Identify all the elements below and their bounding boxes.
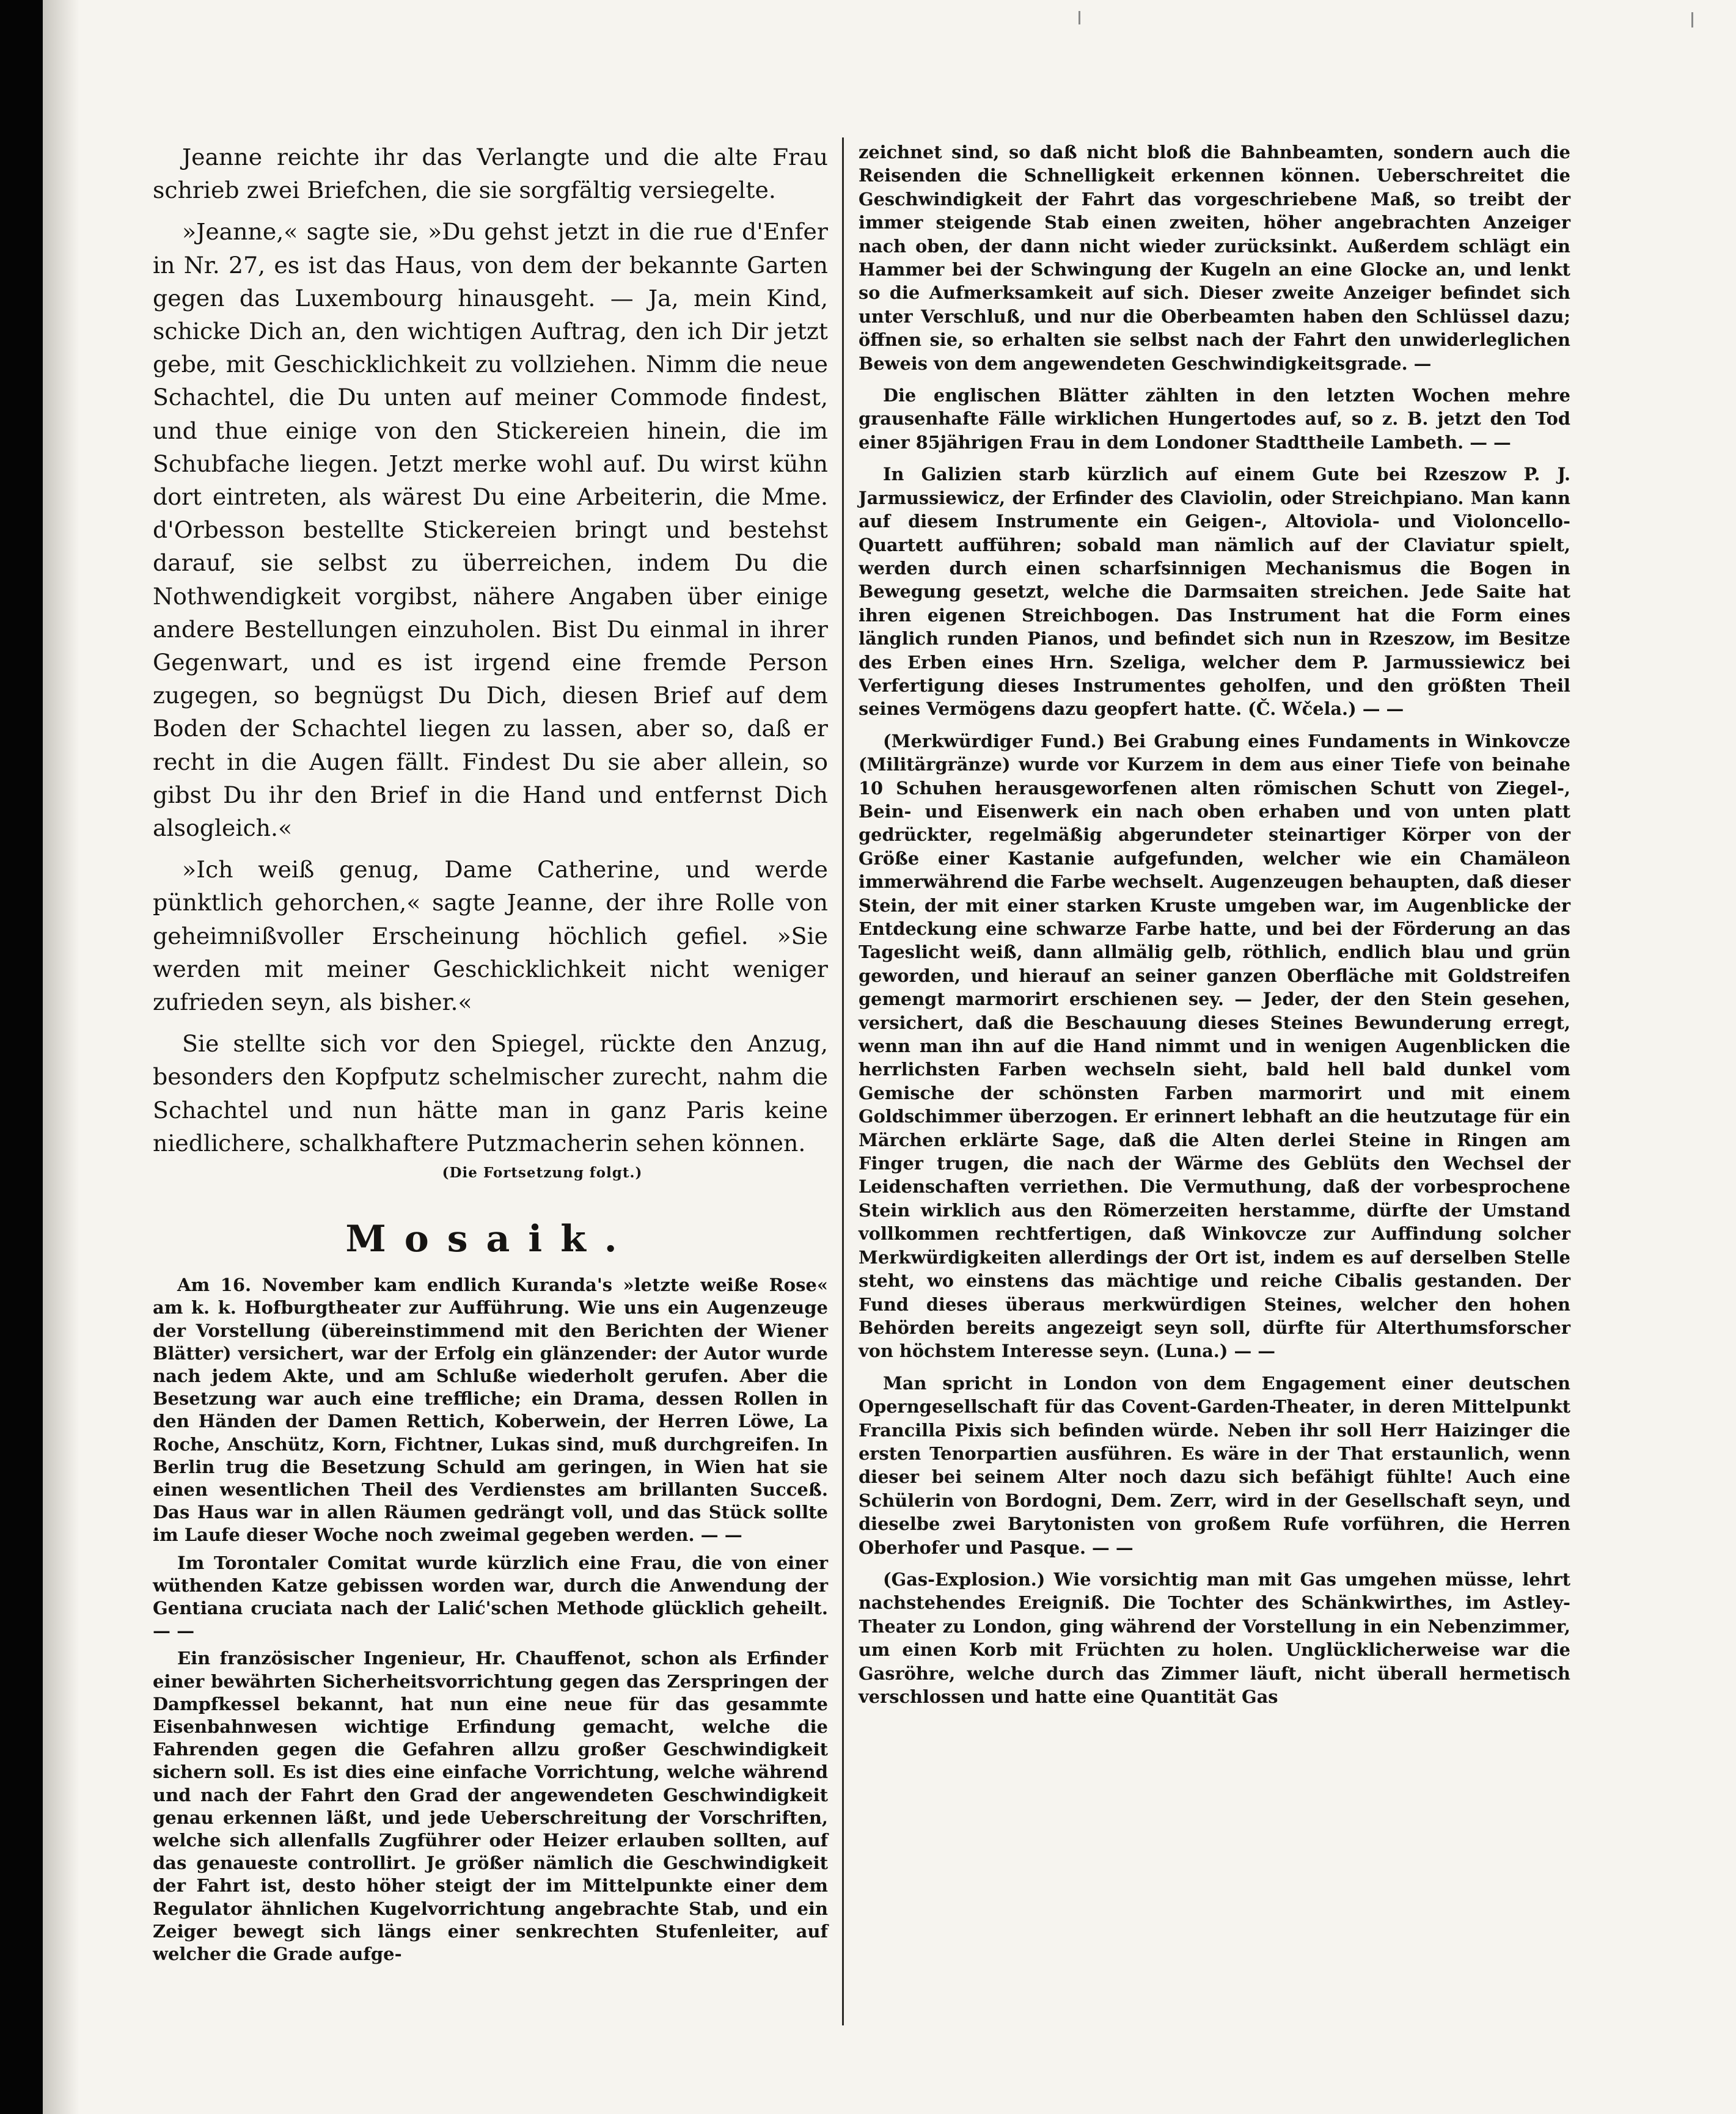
continuation-note: (Die Fortsetzung folgt.) xyxy=(442,1165,643,1182)
binding-gutter xyxy=(43,0,79,2114)
binding-shadow xyxy=(0,0,43,2114)
news-item: Am 16. November kam endlich Kuranda's »letzte weiße Rose« am k. k. Hofburgtheater zur Aufführung. Wie uns ein Augenzeuge der Vorstellung (übereinstimmend mit den Berichten der Wiener Blätter) versichert, war der Erfolg ein glänzender: der Autor wurde nach jedem Akte, und am Schluße wiederholt gerufen. Aber die Besetzung war auch eine treffliche; ein Drama, dessen Rollen in den Händen der Damen Rettich, Koberwein, der Herren Löwe, La Roche, Anschütz, Korn, Fichtner, Lukas sind, muß durchgreifen. In Berlin trug die Besetzung Schuld am geringen, in Wien hat sie einen wesentlichen Theil des Verdienstes am brillanten Succeß. Das Haus war in allen Räumen gedrängt voll, und das Stück sollte im Laufe dieser Woche noch zweimal gegeben werden. — — xyxy=(153,1275,828,1546)
news-item-continued: zeichnet sind, so daß nicht bloß die Bahnbeamten, sondern auch die Reisenden die Schnelligkeit erkennen können. Ueberschreitet die Geschwindigkeit der Fahrt das vorgeschriebene Maß, so treibt der immer steigende Stab einen zweiten, höher angebrachten Anzeiger nach oben, der dann nicht wieder zurücksinkt. Außerdem schlägt ein Hammer bei der Schwingung der Kugeln an eine Glocke an, und lenkt so die Aufmerksamkeit auf sich. Dieser zweite Anzeiger befindet sich unter Verschluß, und nur die Oberbeamten haben den Schlüssel dazu; öffnen sie, so erhalten sie selbst nach der Fahrt den unwiderleglichen Beweis von dem angewendeten Geschwindigkeitsgrade. — xyxy=(859,142,1570,374)
news-item: In Galizien starb kürzlich auf einem Gute bei Rzeszow P. J. Jarmussiewicz, der Erfinder des Claviolin, oder Streichpiano. Man kann auf diesem Instrumente ein Geigen-, Altoviola- und Violoncello-Quartett aufführen; sobald man nämlich auf der Claviatur spielt, werden durch einen scharfsinnigen Mechanismus die Bogen in Bewegung gesetzt, welche die Darmsaiten streichen. Jede Saite hat ihren eigenen Streichbogen. Das Instrument hat die Form eines länglich runden Pianos, und befindet sich nun in Rzeszow, im Besitze des Erben eines Hrn. Szeliga, welcher dem P. Jarmussiewicz bei Verfertigung dieses Instrumentes geholfen, und den größten Theil seines Vermögens dazu geopfert hatte. (Č. Wčela.) — — xyxy=(859,464,1570,720)
column-divider xyxy=(842,137,844,2025)
story-paragraph: Jeanne reichte ihr das Verlangte und die alte Frau schrieb zwei Briefchen, die sie sorgfältig versiegelte. xyxy=(153,144,828,204)
mosaik-items-left xyxy=(153,1274,828,1966)
news-item: Ein französischer Ingenieur, Hr. Chauffenot, schon als Erfinder einer bewährten Sicherheitsvorrichtung gegen das Zerspringen der Dampfkessel bekannt, hat nun eine neue für das gesammte Eisenbahnwesen wichtige Erfindung gemacht, welche die Fahrenden gegen die Gefahren allzu großer Geschwindigkeit sichern soll. Es ist dies eine einfache Vorrichtung, welche während und nach der Fahrt den Grad der angewendeten Geschwindigkeit genau erkennen läßt, und jede Ueberschreitung der Vorschriften, welche sich allenfalls Zugführer oder Heizer erlauben sollten, auf das genaueste controllirt. Je größer nämlich die Geschwindigkeit der Fahrt ist, desto höher steigt der im Mittelpunkte einer dem Regulator ähnlichen Kugelvorrichtung angebrachte Stab, und ein Zeiger bewegt sich längs einer senkrechten Stufenleiter, auf welcher die Grade aufge- xyxy=(153,1648,828,1964)
serial-story xyxy=(153,141,828,1160)
story-paragraph: »Ich weiß genug, Dame Catherine, und werde pünktlich gehorchen,« sagte Jeanne, der ihre Rolle von geheimnißvoller Erscheinung höchlich gefiel. »Sie werden mit meiner Geschicklichkeit nicht weniger zufrieden seyn, als bisher.« xyxy=(153,856,828,1016)
right-column xyxy=(859,141,1570,1717)
news-item: Im Torontaler Comitat wurde kürzlich eine Frau, die von einer wüthenden Katze gebissen worden war, durch die Anwendung der Gentiana cruciata nach der Lalić'schen Methode glücklich geheilt. — — xyxy=(153,1552,828,1642)
story-paragraph: »Jeanne,« sagte sie, »Du gehst jetzt in die rue d'Enfer in Nr. 27, es ist das Haus, von dem der bekannte Garten gegen das Luxembourg hinausgeht. — Ja, mein Kind, schicke Dich an, den wichtigen Auftrag, den ich Dir jetzt gebe, mit Geschicklichkeit zu vollziehen. Nimm die neue Schachtel, die Du unten auf meiner Commode findest, und thue einige von den Stickereien hinein, die im Schubfache liegen. Jetzt merke wohl auf. Du wirst kühn dort eintreten, als wärest Du eine Arbeiterin, die Mme. d'Orbesson bestellte Stickereien bringt und bestehst darauf, sie selbst zu überreichen, indem Du die Nothwendigkeit vorgibst, nähere Angaben über einige andere Bestellungen einzuholen. Bist Du einmal in ihrer Gegenwart, und es ist irgend eine fremde Person zugegen, so begnügst Du Dich, diesen Brief auf dem Boden der Schachtel liegen zu lassen, aber so, daß er recht in die Augen fällt. Findest Du sie aber allein, so gibst Du ihr den Brief in die Hand und entfernst Dich alsogleich.« xyxy=(153,218,828,842)
mosaik-heading: Mosaik. xyxy=(345,1218,635,1261)
story-paragraph: Sie stellte sich vor den Spiegel, rückte den Anzug, besonders den Kopfputz schelmischer zurecht, nahm die Schachtel und nun hätte man in ganz Paris keine niedlichere, schalkhaftere Putzmacherin sehen können. xyxy=(153,1030,828,1157)
news-item: Die englischen Blätter zählten in den letzten Wochen mehre grausenhafte Fälle wirklichen Hungertodes auf, so z. B. jetzt den Tod einer 85jährigen Frau in dem Londoner Stadttheile Lambeth. — — xyxy=(859,385,1570,453)
mosaik-items-right xyxy=(859,141,1570,1708)
print-fleck xyxy=(1079,11,1080,24)
left-column xyxy=(153,141,828,1970)
news-item: (Gas-Explosion.) Wie vorsichtig man mit Gas umgehen müsse, lehrt nachstehendes Ereigniß. Die Tochter des Schänkwirthes, im Astley-Theater zu London, ging während der Vorstellung in ein Nebenzimmer, um einen Korb mit Früchten zu holen. Unglücklicherweise war die Gasröhre, welche durch das Zimmer läuft, nicht überall hermetisch verschlossen und hatte eine Quantität Gas xyxy=(859,1568,1570,1707)
print-fleck xyxy=(1691,12,1693,27)
news-item: Man spricht in London von dem Engagement einer deutschen Operngesellschaft für das Covent-Garden-Theater, in deren Mittelpunkt Francilla Pixis sich befinden würde. Neben ihr soll Herr Haizinger die ersten Tenorpartien ausführen. Es wäre in der That erstaunlich, wenn dieser bei seinem Alter noch dazu sich befähigt fühlte! Auch eine Schülerin von Bordogni, Dem. Zerr, wird in der Gesellschaft seyn, und dieselbe zwei Barytonisten von großem Rufe vorführen, die Herren Oberhofer und Pasque. — — xyxy=(859,1372,1570,1558)
news-item: (Merkwürdiger Fund.) Bei Grabung eines Fundaments in Winkovcze (Militärgränze) wurde vor Kurzem in dem aus einer Tiefe von beinahe 10 Schuhen herausgeworfenen alten römischen Schutt von Ziegel-, Bein- und Eisenwerk ein nach oben erhaben und von unten platt gedrückter, regelmäßig abgerundeter steinartiger Körper von der Größe einer Kastanie aufgefunden, welcher wie ein Chamäleon immerwährend die Farbe wechselt. Augenzeugen behaupten, daß dieser Stein, der mit einer starken Kruste umgeben war, im Augenblicke der Entdeckung eine schwarze Farbe hatte, und bei der Förderung an das Tageslicht weiß, dann allmälig gelb, röthlich, endlich blau und grün geworden, und hierauf an seiner ganzen Oberfläche mit Goldstreifen gemengt marmorirt erschienen sey. — Jeder, der den Stein gesehen, versichert, daß die Beschauung dieses Steines Bewunderung erregt, wenn man ihn auf die Hand nimmt und in wenigen Augenblicken die herrlichsten Farben wechseln sieht, bald hell bald dunkel vom Gemische der schönsten Farben marmorirt und mit einem Goldschimmer überzogen. Er erinnert lebhaft an die heutzutage für ein Märchen erklärte Sage, daß die Alten derlei Steine in Ringen am Finger trugen, die nach der Wärme des Geblüts den Wechsel der Leidenschaften verriethen. Die Vermuthung, daß der vorbesprochene Stein wirklich aus den Römerzeiten herstamme, dürfte der Umstand vollkommen rechtfertigen, daß Winkovcze zur Auffindung solcher Merkwürdigkeiten allerdings der Ort ist, indem es auf derselben Stelle steht, wo einstens das mächtige und reiche Cibalis gestanden. Der Fund dieses überaus merkwürdigen Steines, welcher den hohen Behörden bereits angezeigt seyn soll, dürfte für Alterthumsforscher von höchstem Interesse seyn. (Luna.) — — xyxy=(859,730,1570,1362)
